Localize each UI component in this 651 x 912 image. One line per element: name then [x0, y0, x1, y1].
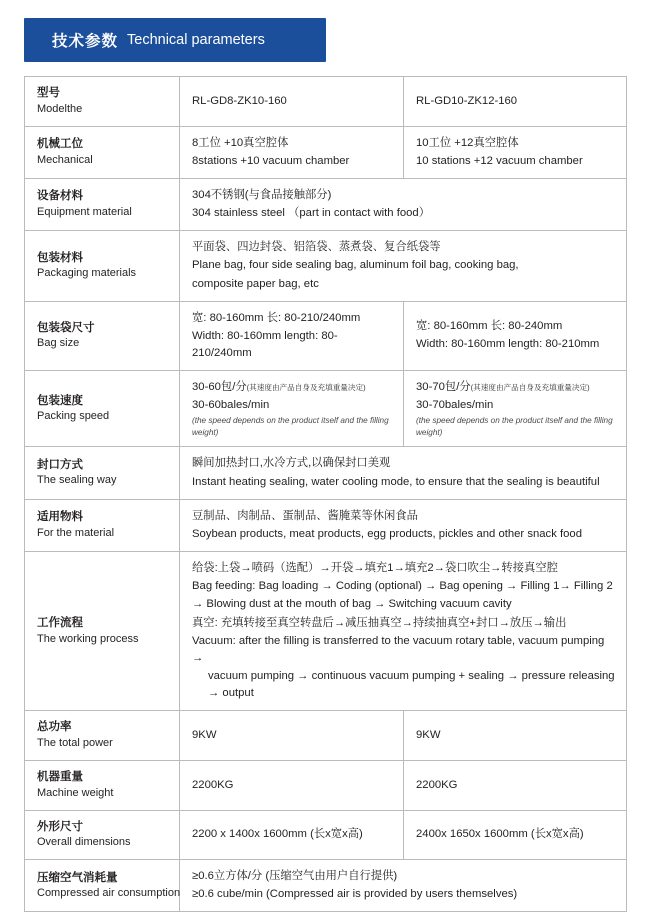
row-value-line: Plane bag, four side sealing bag, aluminum foil bag, cooking bag, [192, 259, 519, 272]
row-value-line: 宽: 80-160mm 长: 80-210/240mm [192, 311, 361, 324]
row-label-cell [25, 552, 180, 710]
row-value-cell [180, 371, 404, 446]
row-label-cn: 封口方式 [37, 458, 83, 471]
row-value-line: 10工位 +12真空腔体 [416, 136, 519, 149]
row-label-en: Equipment material [37, 205, 132, 218]
row-label-en: Overall dimensions [37, 836, 131, 849]
row-value-line: Width: 80-160mm length: 80-210mm [416, 338, 600, 351]
row-value-cell [404, 811, 626, 860]
section-title-en: Technical parameters [127, 32, 265, 48]
row-label-cn: 外形尺寸 [37, 820, 83, 833]
row-label-cn: 总功率 [37, 721, 72, 734]
row-label-cell [25, 447, 180, 498]
row-value-cell [180, 811, 404, 860]
row-value-cell [180, 302, 404, 370]
row-label-cn: 机器重量 [37, 770, 83, 783]
row-label-cn: 包装袋尺寸 [37, 321, 95, 334]
row-value-line: 给袋:上袋→喷码（选配）→开袋→填充1→填充2→袋口吹尘→转接真空腔 [192, 562, 558, 575]
row-value-line: 30-60包/分(其速度由产品自身及充填重量决定) [192, 381, 366, 394]
row-label-cell [25, 761, 180, 810]
row-value-line: 2400x 1650x 1600mm (长x宽x高) [416, 828, 584, 841]
table-row [25, 77, 626, 127]
row-value-line: 真空: 充填转接至真空转盘后→减压抽真空→持续抽真空+封口→放压→输出 [192, 616, 567, 629]
row-value-line: 9KW [416, 729, 441, 742]
row-value-line: 304不锈钢(与食品接触部分) [192, 188, 332, 201]
row-value-cell [404, 761, 626, 810]
row-value-line: 8stations +10 vacuum chamber [192, 154, 350, 167]
row-value-line: 10 stations +12 vacuum chamber [416, 154, 583, 167]
table-row [25, 231, 626, 301]
row-value-cell [180, 761, 404, 810]
row-label-cn: 压缩空气消耗量 [37, 871, 118, 884]
row-label-cell [25, 302, 180, 370]
row-label-cell [25, 711, 180, 760]
row-value-line: (the speed depends on the product itself and the filling weight) [192, 416, 389, 437]
row-value-line: 宽: 80-160mm 长: 80-240mm [416, 320, 563, 333]
row-value-line: Instant heating sealing, water cooling mode, to ensure that the sealing is beautiful [192, 475, 600, 488]
row-value-cell [180, 231, 626, 300]
row-label-en: Packing speed [37, 410, 110, 423]
table-row [25, 711, 626, 761]
row-label-cn: 包装速度 [37, 394, 83, 407]
row-value-line: (the speed depends on the product itself and the filling weight) [416, 416, 613, 437]
row-value-note-cn: (其速度由产品自身及充填重量决定) [246, 383, 366, 393]
row-value-line: RL-GD10-ZK12-160 [416, 94, 518, 107]
row-label-cell [25, 179, 180, 230]
row-label-cell [25, 231, 180, 300]
row-label-cn: 包装材料 [37, 251, 83, 264]
table-row [25, 447, 626, 499]
row-value-cell [180, 127, 404, 178]
row-value-cell [180, 447, 626, 498]
row-label-en: The working process [37, 632, 139, 645]
row-value-line: RL-GD8-ZK10-160 [192, 94, 287, 107]
row-label-cn: 工作流程 [37, 616, 83, 629]
row-value-line: 30-70bales/min [416, 399, 494, 412]
table-row [25, 811, 626, 861]
row-label-en: Bag size [37, 337, 80, 350]
row-value-cell [404, 711, 626, 760]
row-label-cell [25, 500, 180, 551]
row-value-line: ≥0.6 cube/min (Compressed air is provided by users themselves) [192, 888, 518, 901]
row-value-cell [404, 127, 626, 178]
row-value-line: → Blowing dust at the mouth of bag → Switching vacuum cavity [192, 598, 512, 611]
row-value-cell [404, 371, 626, 446]
row-value-cell [180, 711, 404, 760]
row-value-line: ≥0.6立方体/分 (压缩空气由用户自行提供) [192, 870, 398, 883]
row-label-en: Machine weight [37, 786, 114, 799]
row-value-line: 2200KG [416, 778, 458, 791]
row-value-line: composite paper bag, etc [192, 277, 319, 290]
row-label-en: Packaging materials [37, 267, 137, 280]
row-value-cell [180, 552, 626, 710]
row-value-line: 30-60bales/min [192, 399, 270, 412]
table-row [25, 371, 626, 447]
specifications-table [24, 76, 627, 912]
table-row [25, 500, 626, 552]
row-value-line: Bag feeding: Bag loading → Coding (optional) → Bag opening → Filling 1→ Filling 2 [192, 580, 613, 593]
row-label-cn: 适用物料 [37, 511, 83, 524]
row-label-en: For the material [37, 526, 115, 539]
row-value-line: Width: 80-160mm length: 80-210/240mm [192, 329, 338, 360]
row-value-line: vacuum pumping → continuous vacuum pumping + sealing → pressure releasing → output [208, 670, 615, 700]
row-value-cell [180, 179, 626, 230]
table-row [25, 552, 626, 711]
row-label-cell [25, 127, 180, 178]
section-header-banner [24, 18, 326, 62]
row-value-line: Soybean products, meat products, egg products, pickles and other snack food [192, 527, 582, 540]
row-value-line: 豆制品、肉制品、蛋制品、酱腌菜等休闲食品 [192, 509, 418, 522]
row-value-line: 304 stainless steel （part in contact with food） [192, 207, 430, 220]
row-label-cn: 机械工位 [37, 137, 83, 150]
table-row [25, 860, 626, 912]
row-label-cn: 型号 [37, 87, 60, 99]
table-row [25, 179, 626, 231]
row-label-en: The total power [37, 737, 113, 749]
section-title-cn: 技术参数 [52, 33, 119, 50]
row-label-en: The sealing way [37, 474, 117, 487]
row-label-cell [25, 371, 180, 446]
row-label-en: Compressed air consumption [37, 887, 181, 900]
technical-parameters-page [0, 18, 651, 901]
row-label-en: Modelthe [37, 102, 83, 115]
row-label-cell [25, 77, 180, 126]
row-value-line: 30-70包/分(其速度由产品自身及充填重量决定) [416, 381, 590, 394]
row-label-en: Mechanical [37, 153, 93, 166]
row-value-line: 8工位 +10真空腔体 [192, 136, 289, 149]
table-row [25, 761, 626, 811]
row-value-cell [180, 77, 404, 126]
row-value-line: 2200KG [192, 778, 234, 791]
row-label-cell [25, 811, 180, 860]
row-value-cell [404, 302, 626, 370]
row-value-line: 9KW [192, 729, 217, 742]
row-value-line: 2200 x 1400x 1600mm (长x宽x高) [192, 828, 363, 841]
row-value-cell [180, 860, 626, 911]
row-value-line: Vacuum: after the filling is transferred to the vacuum rotary table, vacuum pumping → [192, 634, 605, 664]
row-value-cell [404, 77, 626, 126]
row-value-note-cn: (其速度由产品自身及充填重量决定) [470, 383, 590, 393]
row-value-cell [180, 500, 626, 551]
table-row [25, 127, 626, 179]
row-label-cell [25, 860, 180, 911]
row-label-cn: 设备材料 [37, 190, 83, 203]
row-value-line: 平面袋、四边封袋、铝箔袋、蒸煮袋、复合纸袋等 [192, 241, 441, 254]
row-value-line: 瞬间加热封口,水冷方式,以确保封口美观 [192, 457, 391, 470]
table-row [25, 302, 626, 371]
